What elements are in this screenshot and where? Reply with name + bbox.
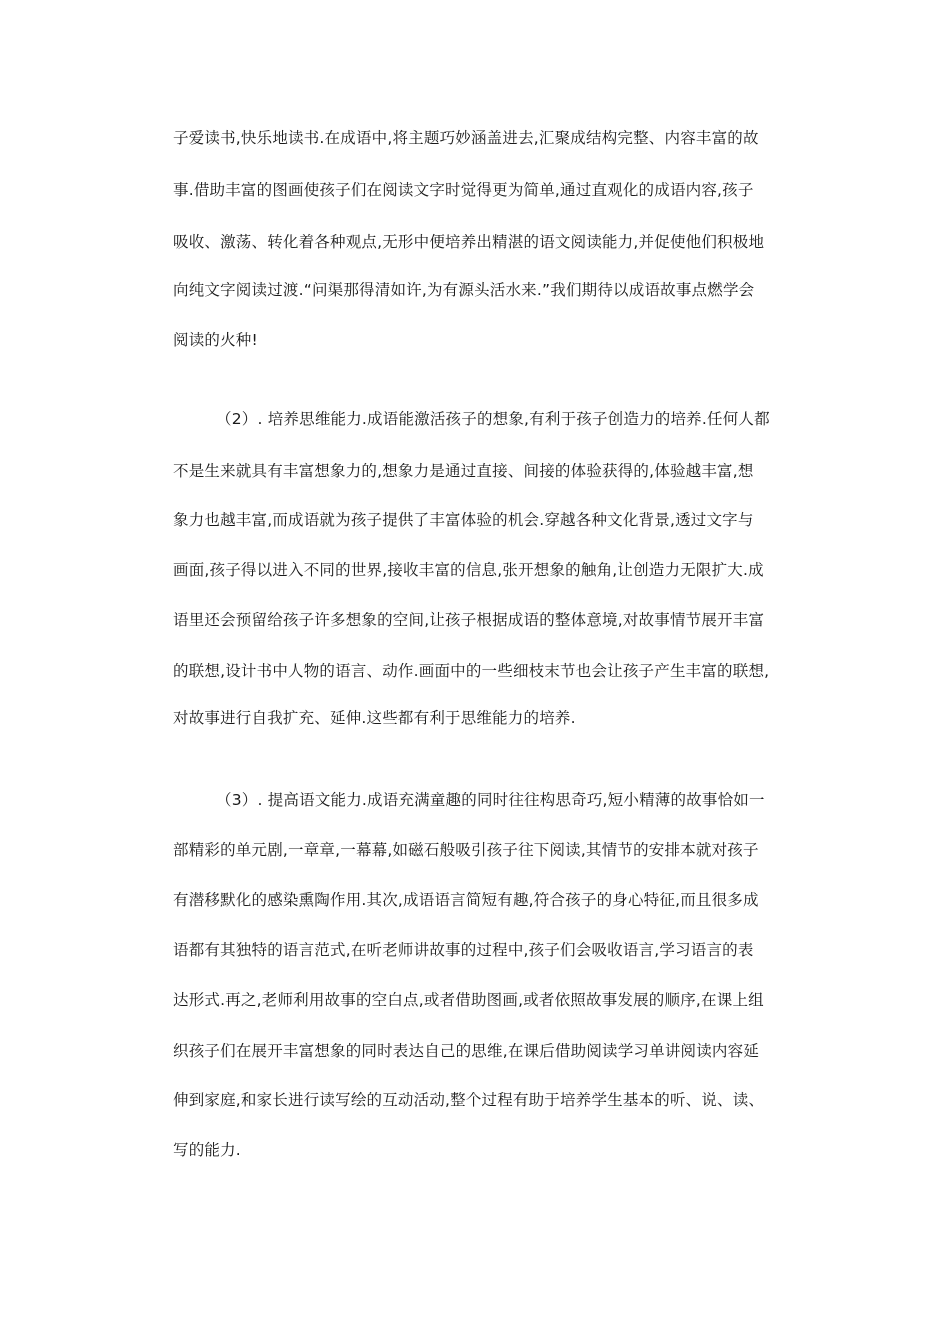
paragraph-3-line-5: 达形式.再之,老师利用故事的空白点,或者借助图画,或者依照故事发展的顺序,在课上组 [173,991,764,1009]
paragraph-1-line-3: 吸收、激荡、转化着各种观点,无形中便培养出精湛的语文阅读能力,并促使他们积极地 [173,233,765,251]
paragraph-1-line-1: 子爱读书,快乐地读书.在成语中,将主题巧妙涵盖进去,汇聚成结构完整、内容丰富的故 [173,129,759,147]
paragraph-2-line-3: 象力也越丰富,而成语就为孩子提供了丰富体验的机会.穿越各种文化背景,透过文字与 [173,511,754,529]
paragraph-3-line-7: 伸到家庭,和家长进行读写绘的互动活动,整个过程有助于培养学生基本的听、说、读、 [173,1091,765,1109]
paragraph-3-line-2: 部精彩的单元剧,一章章,一幕幕,如磁石般吸引孩子往下阅读,其情节的安排本就对孩子 [173,841,759,859]
paragraph-2-line-4: 画面,孩子得以进入不同的世界,接收丰富的信息,张开想象的触角,让创造力无限扩大.成 [173,561,764,579]
paragraph-2-line-1: （2）. 培养思维能力.成语能激活孩子的想象,有利于孩子创造力的培养.任何人都 [216,410,770,428]
paragraph-3-line-8: 写的能力. [173,1141,241,1159]
paragraph-2-line-7: 对故事进行自我扩充、延伸.这些都有利于思维能力的培养. [173,709,576,727]
paragraph-3-line-6: 织孩子们在展开丰富想象的同时表达自己的思维,在课后借助阅读学习单讲阅读内容延 [173,1042,760,1060]
paragraph-1-line-4: 向纯文字阅读过渡.“问渠那得清如许,为有源头活水来.”我们期待以成语故事点燃学会 [173,281,755,299]
paragraph-3-line-4: 语都有其独特的语言范式,在听老师讲故事的过程中,孩子们会吸收语言,学习语言的表 [173,941,754,959]
paragraph-1-line-5: 阅读的火种! [173,331,258,349]
paragraph-3-line-3: 有潜移默化的感染熏陶作用.其次,成语语言简短有趣,符合孩子的身心特征,而且很多成 [173,891,759,909]
paragraph-2-line-6: 的联想,设计书中人物的语言、动作.画面中的一些细枝末节也会让孩子产生丰富的联想, [173,662,770,680]
paragraph-1-line-2: 事.借助丰富的图画使孩子们在阅读文字时觉得更为简单,通过直观化的成语内容,孩子 [173,181,754,199]
paragraph-2-line-2: 不是生来就具有丰富想象力的,想象力是通过直接、间接的体验获得的,体验越丰富,想 [173,462,754,480]
paragraph-2-line-5: 语里还会预留给孩子许多想象的空间,让孩子根据成语的整体意境,对故事情节展开丰富 [173,611,765,629]
paragraph-3-line-1: （3）. 提高语文能力.成语充满童趣的同时往往构思奇巧,短小精薄的故事恰如一 [216,791,765,809]
